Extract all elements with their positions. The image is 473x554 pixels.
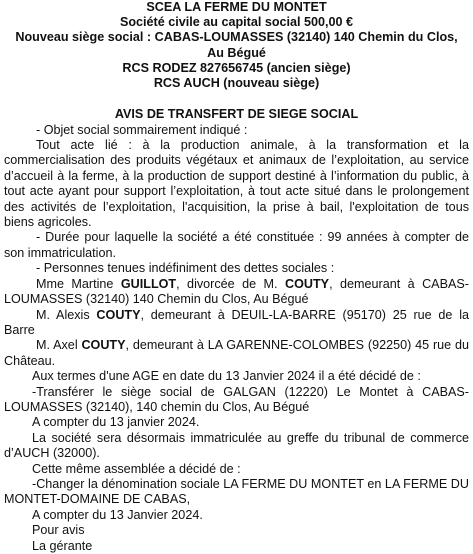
rcs-new: RCS AUCH (nouveau siège) [153, 76, 320, 91]
person-3-surname: COUTY [81, 338, 126, 353]
transfer-decision: -Transférer le siège social de GALGAN (12220) Le Montet à CABAS-LOUMASSES (32140), 140 chemin du Clos, Au Bégué [4, 384, 469, 414]
pour-avis: Pour avis [32, 523, 85, 538]
person-1-surname: GUILLOT [120, 276, 177, 291]
legal-notice [4, 0, 469, 554]
name-change-date: A compter du 13 Janvier 2024. [32, 507, 203, 522]
header-spacer [4, 91, 469, 107]
name-change-decision: -Changer la dénomination sociale LA FERME DU MONTET en LA FERME DU MONTET-DOMAINE DE CABAS, [4, 476, 469, 507]
duree-text: - Durée pour laquelle la société a été constituée : 99 années à compter de son immatriculation. [4, 230, 469, 260]
notice-body [4, 123, 469, 554]
rcs-old: RCS RODEZ 827656745 (ancien siège) [122, 60, 351, 75]
company-name: SCEA LA FERME DU MONTET [146, 0, 327, 14]
new-head-office-locality: Au Bégué [207, 45, 266, 60]
new-head-office: Nouveau siège social : CABAS-LOUMASSES (32140) 140 Chemin du Clos, [15, 30, 458, 45]
notice-title: AVIS DE TRANSFERT DE SIEGE SOCIAL [114, 107, 359, 122]
objet-text: Tout acte lié : à la production animale, à la transformation et la commercialisation des produits végétaux et animaux de l’exploitation, au service d’accueil à la ferme, à la production de support destiné à l’information du public, à tout acte ayant pour support l’exploitation, à tout acte situé dans le prolongement des activités de l’exploitation, l'acquisition, la prise à bail, l'exploitation de tous biens agricoles. [4, 138, 469, 230]
objet-label: - Objet social sommairement indiqué : [36, 122, 248, 137]
signature-gerante: La gérante [32, 538, 93, 553]
transfer-date: A compter du 13 janvier 2024. [32, 415, 200, 430]
person-2-surname: COUTY [96, 307, 141, 322]
company-capital: Société civile au capital social 500,00 € [119, 15, 354, 30]
person-1-ex-surname: COUTY [284, 276, 330, 291]
notice-header [4, 0, 469, 91]
same-assembly: Cette même assemblée a décidé de : [32, 461, 241, 476]
person-2: M. Alexis COUTY, demeurant à DEUIL-LA-BARRE (95170) 25 rue de la Barre [4, 307, 470, 337]
person-3: M. Axel COUTY, demeurant à LA GARENNE-COLOMBES (92250) 45 rue du Château. [4, 338, 469, 368]
personnes-label: - Personnes tenues indéfiniment des dettes sociales : [36, 261, 335, 276]
age-decision: Aux termes d'une AGE en date du 13 Janvier 2024 il a été décidé de : [32, 369, 421, 384]
registration-text: La société sera désormais immatriculée au greffe du tribunal de commerce d’AUCH (32000). [4, 430, 469, 461]
person-1: Mme Martine GUILLOT, divorcée de M. COUTY, demeurant à CABAS-LOUMASSES (32140) 140 Chemin du Clos, Au Bégué [4, 276, 469, 307]
